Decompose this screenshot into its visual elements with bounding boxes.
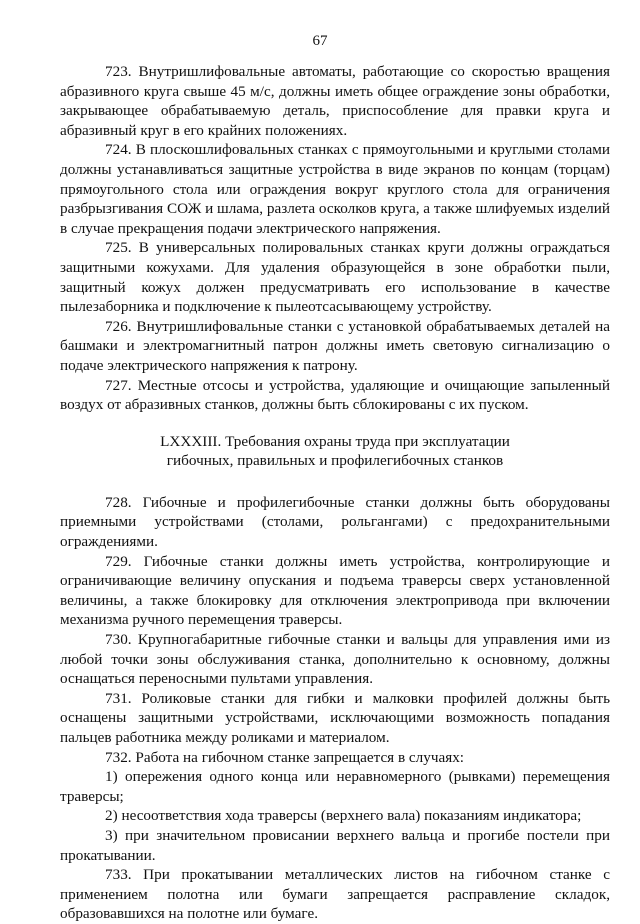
page-number: 67 [312, 33, 328, 49]
paragraph-726: 726. Внутришлифовальные станки с установкой обрабатываемых деталей на башмаки и электромагнитный патрон должны иметь световую сигнализацию о подаче электрического напряжения к патрону. [60, 317, 610, 374]
paragraph-732: 732. Работа на гибочном станке запрещается в случаях: [105, 748, 465, 766]
list-item-1: 1) опережения одного конца или неравномерного (рывками) перемещения траверсы; [60, 768, 610, 805]
section-heading [60, 432, 610, 471]
paragraph-728: 728. Гибочные и профилегибочные станки должны быть оборудованы приемными устройствами (столами, рольгангами) с предохранительными ограждениями. [60, 493, 610, 551]
section-heading-line-1: LXXXIII. Требования охраны труда при эксплуатации [160, 432, 510, 450]
list-item-2: 2) несоответствия хода траверсы (верхнего вала) показаниям индикатора; [105, 807, 582, 825]
paragraph-724: 724. В плоскошлифовальных станках с прямоугольными и круглыми столами должны устанавливаться защитные устройства в виде экранов по концам (торцам) прямоугольного стола или ограждения вокруг круглого стола для ограничения разбрызгивания СОЖ и шлама, разлета осколков круга, а также шлифуемых изделий в случае прекращения подачи электрического напряжения. [60, 141, 610, 237]
paragraph-731: 731. Роликовые станки для гибки и малковки профилей должны быть оснащены защитными устройствами, исключающими возможность попадания пальцев работника между роликами и материалом. [60, 689, 610, 746]
paragraph-723: 723. Внутришлифовальные автоматы, работающие со скоростью вращения абразивного круга свыше 45 м/с, должны иметь общее ограждение зоны обработки, закрывающее обрабатываемую деталь, приспособление для правки круга и абразивный круг в его крайних положениях. [60, 63, 610, 139]
paragraph-725: 725. В универсальных полировальных станках круги должны ограждаться защитными кожухами. Для удаления образующейся в зоне обработки пыли, защитный кожух должен предусматривать его использование в качестве пылезаборника и подключение к пылеотсасывающему устройству. [60, 239, 610, 316]
paragraph-733: 733. При прокатывании металлических листов на гибочном станке с применением полотна или бумаги запрещается расправление складок, образовавшихся на полотне или бумаге. [60, 866, 610, 923]
paragraph-729: 729. Гибочные станки должны иметь устройства, контролирующие и ограничивающие величину опускания и подъема траверсы сверх установленной величины, а также блокировку для отключения электропривода при включении механизма ручного перемещения траверсы. [60, 552, 610, 629]
paragraph-730: 730. Крупногабаритные гибочные станки и вальцы для управления ими из любой точки зоны обслуживания станка, дополнительно к основному, должны оснащаться переносными пультами управления. [60, 631, 610, 688]
list-item-3: 3) при значительном провисании верхнего вальца и прогибе постели при прокатывании. [60, 826, 610, 864]
paragraph-727: 727. Местные отсосы и устройства, удаляющие и очищающие запыленный воздух от абразивных станков, должны быть сблокированы с их пуском. [60, 376, 610, 414]
document-body [60, 62, 610, 924]
section-heading-line-2: гибочных, правильных и профилегибочных станков [166, 452, 504, 470]
